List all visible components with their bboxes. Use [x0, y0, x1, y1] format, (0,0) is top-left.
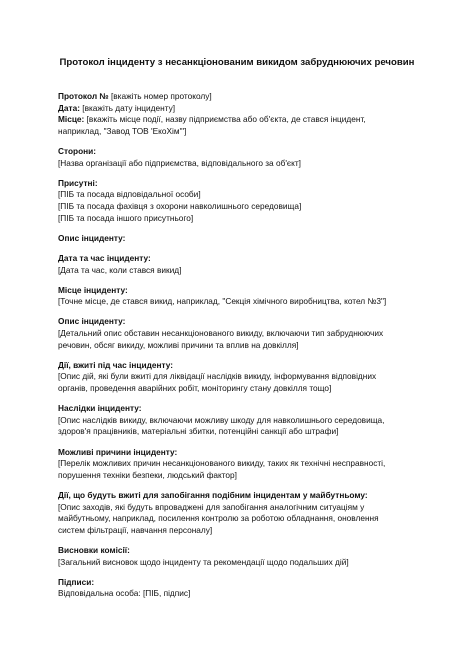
- description-text: [Детальний опис обставин несанкціонованого викиду, включаючи тип забруднюючих: [58, 328, 384, 339]
- incident-description-heading: Опис інциденту:: [58, 232, 126, 243]
- prevention-text: майбутньому, наприклад, посилення контролю за роботою обладнання, оновлення: [58, 513, 379, 524]
- document-body: [58, 91, 428, 600]
- place-value: [вкажіть місце події, назву підприємства або об'єкта, де стався інцидент,: [86, 114, 366, 125]
- consequences-section: [58, 403, 428, 438]
- prevention-heading: Дії, що будуть вжиті для запобігання подібним інцидентам у майбутньому:: [58, 489, 368, 500]
- parties-heading: Сторони:: [58, 145, 97, 156]
- consequences-heading: Наслідки інциденту:: [58, 403, 142, 414]
- prevention-text: систем фільтрації, навчання персоналу]: [58, 524, 213, 535]
- description-section: [58, 316, 428, 351]
- actions-taken-section: [58, 360, 428, 395]
- incident-description-section: [58, 233, 428, 245]
- signatures-value: Відповідальна особа: [ПІБ, підпис]: [58, 588, 191, 599]
- conclusions-value: [Загальний висновок щодо інциденту та рекомендації щодо подальших дій]: [58, 556, 349, 567]
- datetime-heading: Дата та час інциденту:: [58, 252, 151, 263]
- consequences-text: [Опис наслідків викиду, включаючи можливу шкоду для навколишнього середовища,: [58, 414, 385, 425]
- place-line: [58, 114, 428, 126]
- place-label: Місце:: [58, 114, 85, 125]
- location-heading: Місце інциденту:: [58, 284, 128, 295]
- header-block: [58, 91, 428, 137]
- datetime-section: [58, 253, 428, 276]
- actions-taken-text: [Опис дій, які були вжиті для ліквідації наслідків викиду, інформування відповідних: [58, 371, 377, 382]
- present-item: [ПІБ та посада іншого присутнього]: [58, 212, 194, 223]
- causes-heading: Можливі причини інциденту:: [58, 446, 178, 457]
- present-item: [ПІБ та посада відповідальної особи]: [58, 189, 201, 200]
- protocol-number-value: [вкажіть номер протоколу]: [110, 91, 212, 101]
- actions-taken-heading: Дії, вжиті під час інциденту:: [58, 359, 173, 370]
- parties-value: [Назва організації або підприємства, відповідального за об'єкт]: [58, 157, 301, 168]
- date-label: Дата:: [58, 102, 80, 113]
- causes-section: [58, 447, 428, 482]
- description-text: речовин, обсяг викиду, можливі причини та вплив на довкілля]: [58, 339, 299, 350]
- signatures-heading: Підписи:: [58, 576, 95, 587]
- conclusions-heading: Висновки комісії:: [58, 544, 130, 555]
- description-heading: Опис інциденту:: [58, 316, 126, 327]
- place-value-continued: наприклад, "Завод ТОВ 'ЕкоХім'"]: [58, 125, 187, 136]
- date-line: [58, 103, 428, 115]
- document-title: Протокол інциденту з несанкціонованим викидом забруднюючих речовин: [59, 57, 415, 68]
- consequences-text: здоров'я працівників, матеріальні збитки, потенційні санкції або штрафи]: [58, 426, 339, 437]
- causes-text: порушення техніки безпеки, людський фактор]: [58, 469, 237, 480]
- date-value: [вкажіть дату інциденту]: [82, 102, 176, 113]
- protocol-number-label: Протокол №: [58, 91, 109, 101]
- present-section: [58, 178, 428, 224]
- prevention-text: [Опис заходів, які будуть впроваджені для запобігання аналогічним ситуаціям у: [58, 501, 365, 512]
- prevention-section: [58, 490, 428, 536]
- datetime-value: [Дата та час, коли стався викид]: [58, 264, 182, 275]
- parties-section: [58, 146, 428, 169]
- present-heading: Присутні:: [58, 177, 98, 188]
- signatures-section: [58, 577, 428, 600]
- conclusions-section: [58, 545, 428, 568]
- location-section: [58, 285, 428, 308]
- location-value: [Точне місце, де стався викид, наприклад, "Секція хімічного виробництва, котел №3"]: [58, 296, 387, 307]
- causes-text: [Перелік можливих причин несанкціонованого викиду, таких як технічні несправності,: [58, 458, 386, 469]
- protocol-number-line: [58, 91, 428, 103]
- present-item: [ПІБ та посада фахівця з охорони навколишнього середовища]: [58, 200, 302, 211]
- actions-taken-text: органів, проведення аварійних робіт, моніторингу стану довкілля тощо]: [58, 383, 332, 394]
